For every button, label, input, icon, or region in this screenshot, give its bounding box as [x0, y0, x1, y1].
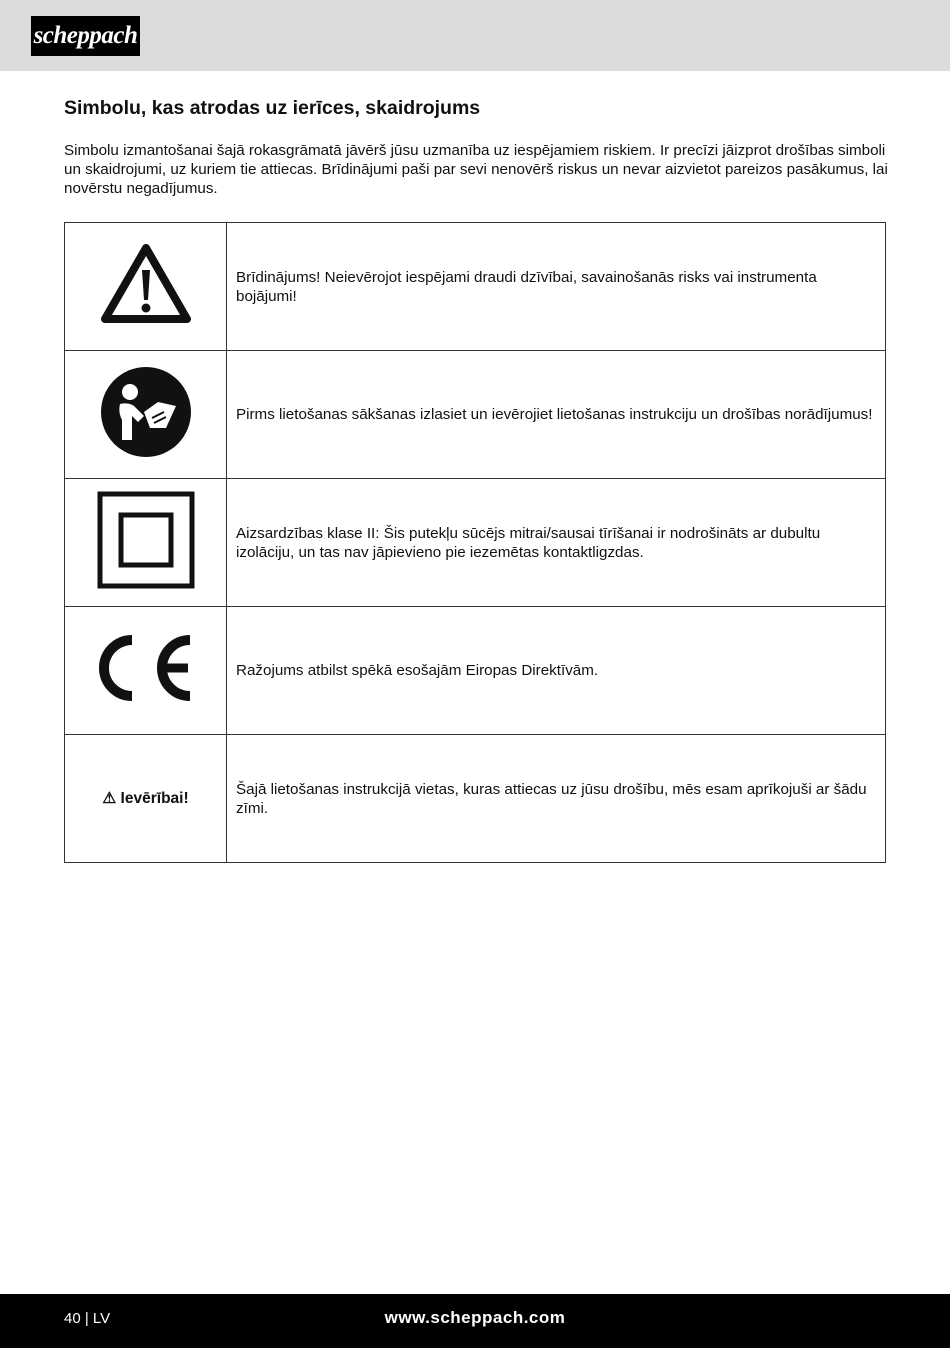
symbol-description: Pirms lietošanas sākšanas izlasiet un ievērojiet lietošanas instrukciju un drošības norādījumus! [227, 351, 886, 479]
symbol-description: Šajā lietošanas instrukcijā vietas, kuras attiecas uz jūsu drošību, mēs esam aprīkojuši ar šādu zīmi. [227, 735, 886, 863]
table-row [65, 351, 886, 479]
table-row [65, 479, 886, 607]
attention-label: ⚠ Ievērībai! [102, 790, 189, 807]
symbol-cell [65, 735, 227, 863]
page-title: Simbolu, kas atrodas uz ierīces, skaidrojums [64, 97, 481, 119]
symbol-cell [65, 479, 227, 607]
ce-mark-icon [96, 632, 196, 704]
protection-class-2-icon [97, 491, 195, 589]
table-row [65, 223, 886, 351]
page-header [0, 0, 950, 71]
page-number: 40 | LV [64, 1310, 111, 1327]
warning-triangle-icon [99, 242, 193, 326]
table-row [65, 607, 886, 735]
scheppach-logo: scheppach [31, 16, 140, 56]
symbol-description: Brīdinājums! Neievērojot iespējami draudi dzīvībai, savainošanās risks vai instrumenta bojājumi! [227, 223, 886, 351]
symbol-description: Ražojums atbilst spēkā esošajām Eiropas Direktīvām. [227, 607, 886, 735]
symbol-cell [65, 351, 227, 479]
symbols-table [64, 222, 886, 863]
footer-url: www.scheppach.com [384, 1308, 566, 1327]
intro-paragraph: Simbolu izmantošanai šajā rokasgrāmatā jāvērš jūsu uzmanība uz iespējamiem riskiem. Ir precīzi jāizprot drošības simboli un skaidrojumi, uz kuriem tie attiecas. Brīdinājumi paši par sevi nenovērš riskus un nevar aizvietot pareizos pasākumus, lai novērstu negadījumus. [64, 142, 888, 197]
read-manual-icon [100, 366, 192, 458]
symbol-cell [65, 223, 227, 351]
symbol-cell [65, 607, 227, 735]
symbol-description: Aizsardzības klase II: Šis putekļu sūcējs mitrai/sausai tīrīšanai ir nodrošināts ar dubultu izolāciju, un tas nav jāpievieno pie iezemētas kontaktligzdas. [227, 479, 886, 607]
table-row [65, 735, 886, 863]
